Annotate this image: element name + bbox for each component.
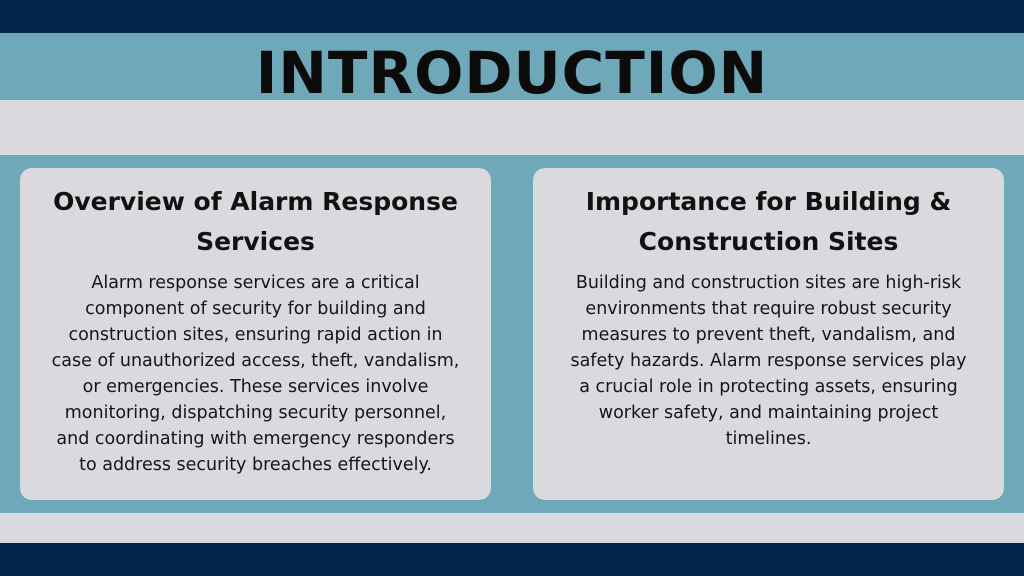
overview-card-heading: Overview of Alarm Response Services — [53, 187, 458, 256]
overview-card — [20, 168, 491, 500]
top-navy-band — [0, 0, 1024, 33]
importance-card-body: Building and construction sites are high-risk environments that require robust security measures to prevent theft, vandalism, and safety hazards. Alarm response services play a crucial role in protecting assets, ensuring worker safety, and maintaining project timelines. — [570, 273, 967, 449]
page-title: INTRODUCTION — [255, 39, 769, 107]
overview-card-body: Alarm response services are a critical component of security for building and construction sites, ensuring rapid action in case of unauthorized access, theft, vandalism, or emergencies. These services involve monitoring, dispatching security personnel, and coordinating with emergency responders to address security breaches effectively. — [51, 273, 460, 475]
importance-card — [533, 168, 1004, 500]
lower-light-band — [0, 513, 1024, 543]
importance-card-heading: Importance for Building & Construction Sites — [585, 187, 952, 256]
bottom-navy-band — [0, 543, 1024, 576]
